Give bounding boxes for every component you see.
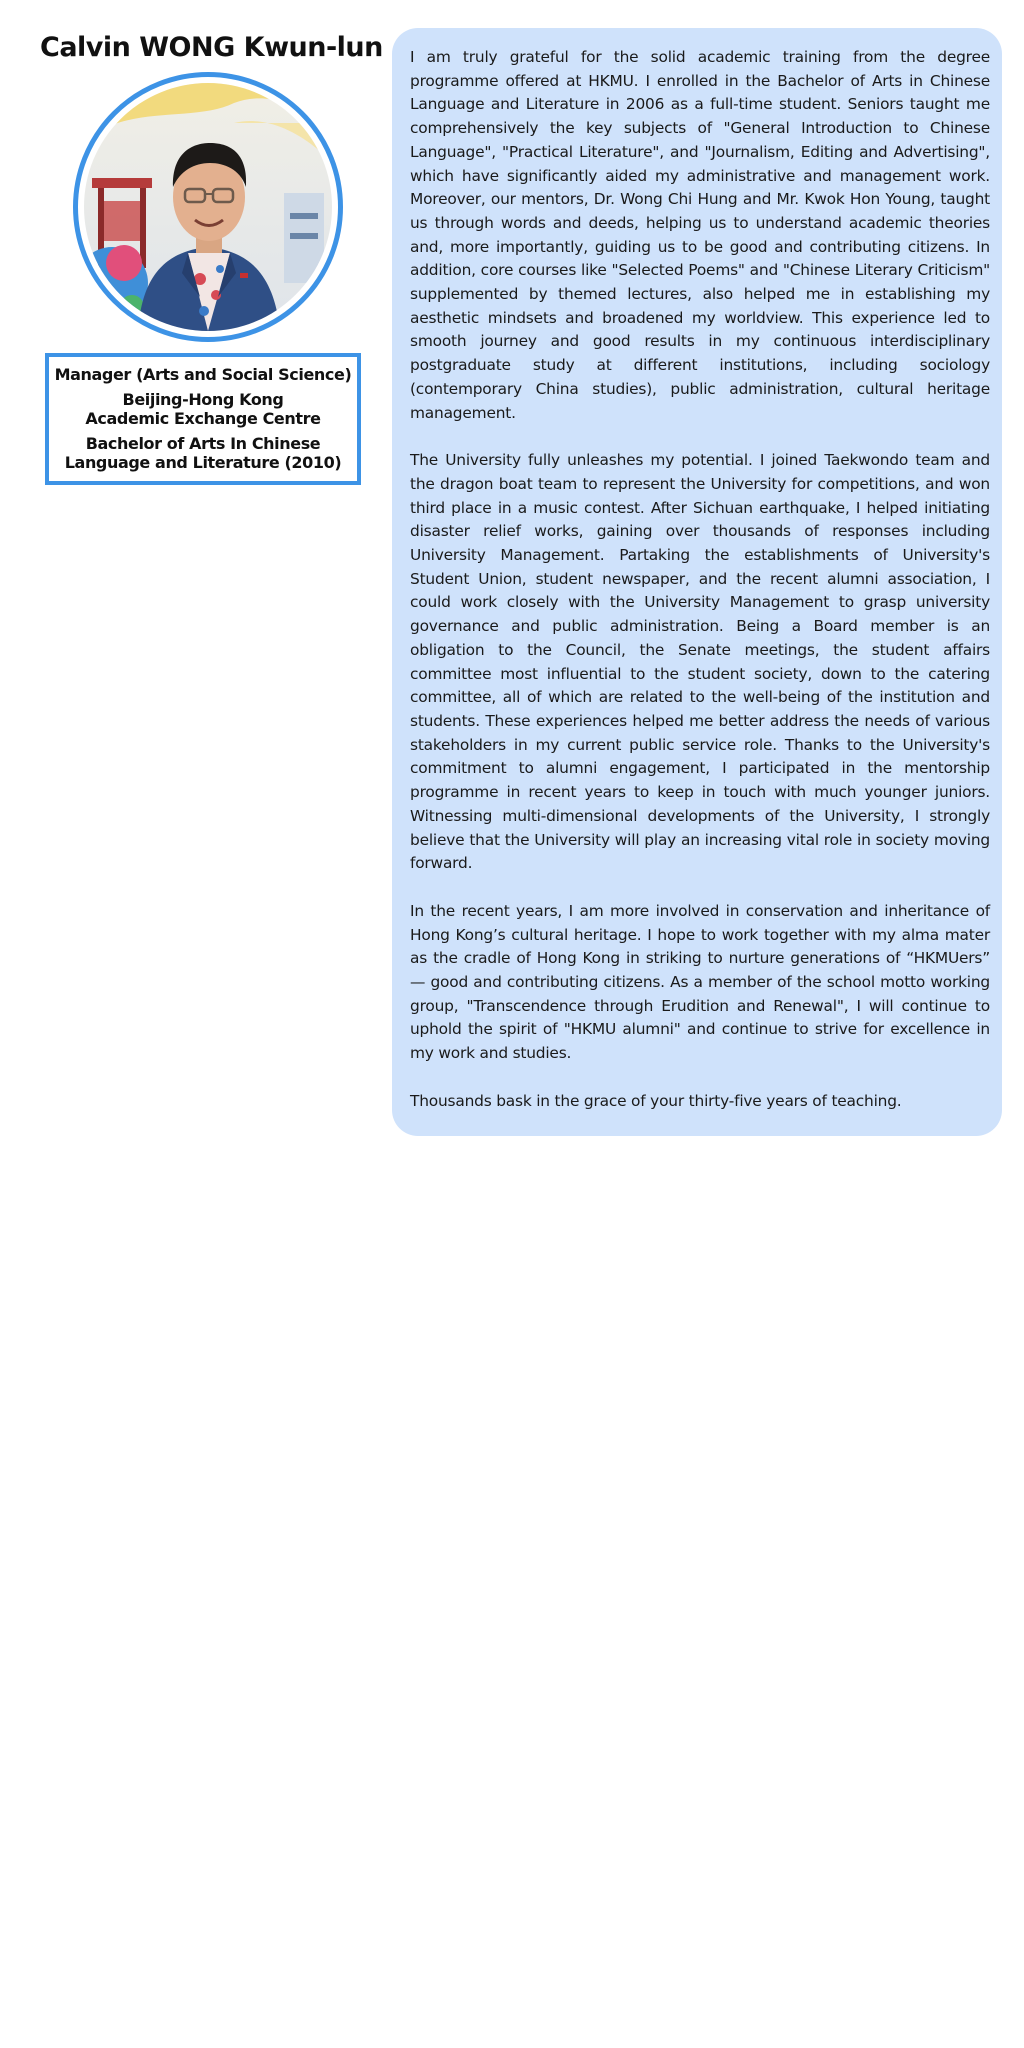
position-info-box	[45, 353, 361, 485]
testimonial-paragraph: I am truly grateful for the solid academic training from the degree programme offered at HKMU. I enrolled in the Bachelor of Arts in Chinese Language and Literature in 2006 as a full-time student. Seniors taught me comprehensively the key subjects of "General Introduction to Chinese Language", "Practical Literature", and "Journalism, Editing and Advertising", which have significantly aided my administrative and management work. Moreover, our mentors, Dr. Wong Chi Hung and Mr. Kwok Hon Young, taught us through words and deeds, helping us to understand academic theories and, more importantly, guiding us to be good and contributing citizens. In addition, core courses like "Selected Poems" and "Chinese Literary Criticism" supplemented by themed lectures, also helped me in establishing my aesthetic mindsets and broadened my worldview. This experience led to smooth journey and good results in my continuous interdisciplinary postgraduate study at different institutions, including sociology (contemporary China studies), public administration, cultural heritage management.	[410, 48, 990, 422]
profile-name: Calvin WONG Kwun-lun	[40, 32, 383, 63]
profile-photo-frame	[73, 72, 343, 342]
degree-line-1: Bachelor of Arts In Chinese	[85, 434, 321, 453]
portrait-illustration	[84, 83, 332, 331]
department-line-1: Beijing-Hong Kong	[122, 390, 284, 409]
testimonial-card	[392, 28, 1002, 1136]
testimonial-closing: Thousands bask in the grace of your thirty-five years of teaching.	[410, 1091, 902, 1110]
profile-photo	[84, 83, 332, 331]
testimonial-paragraph: The University fully unleashes my potential. I joined Taekwondo team and the dragon boat team to represent the University for competitions, and won third place in a music contest. After Sichuan earthquake, I helped initiating disaster relief works, gaining over thousands of responses including University Management. Partaking the establishments of University's Student Union, student newspaper, and the recent alumni association, I could work closely with the University Management to grasp university governance and public administration. Being a Board member is an obligation to the Council, the Senate meetings, the student affairs committee most influential to the student society, down to the catering committee, all of which are related to the well-being of the institution and students. These experiences helped me better address the needs of various stakeholders in my current public service role. Thanks to the University's commitment to alumni engagement, I participated in the mentorship programme in recent years to keep in touch with much younger juniors. Witnessing multi-dimensional developments of the University, I strongly believe that the University will play an increasing vital role in society moving forward.	[410, 451, 990, 873]
degree-line-2: Language and Literature (2010)	[64, 453, 342, 472]
profile-panel	[40, 28, 383, 472]
department-line-2: Academic Exchange Centre	[85, 409, 321, 428]
job-title: Manager (Arts and Social Science)	[54, 365, 352, 384]
testimonial-paragraph: In the recent years, I am more involved in conservation and inheritance of Hong Kong’s cultural heritage. I hope to work together with my alma mater as the cradle of Hong Kong in striking to nurture generations of “HKMUers” — good and contributing citizens. As a member of the school motto working group, "Transcendence through Erudition and Renewal", I will continue to uphold the spirit of "HKMU alumni" and continue to strive for excellence in my work and studies.	[410, 901, 990, 1063]
